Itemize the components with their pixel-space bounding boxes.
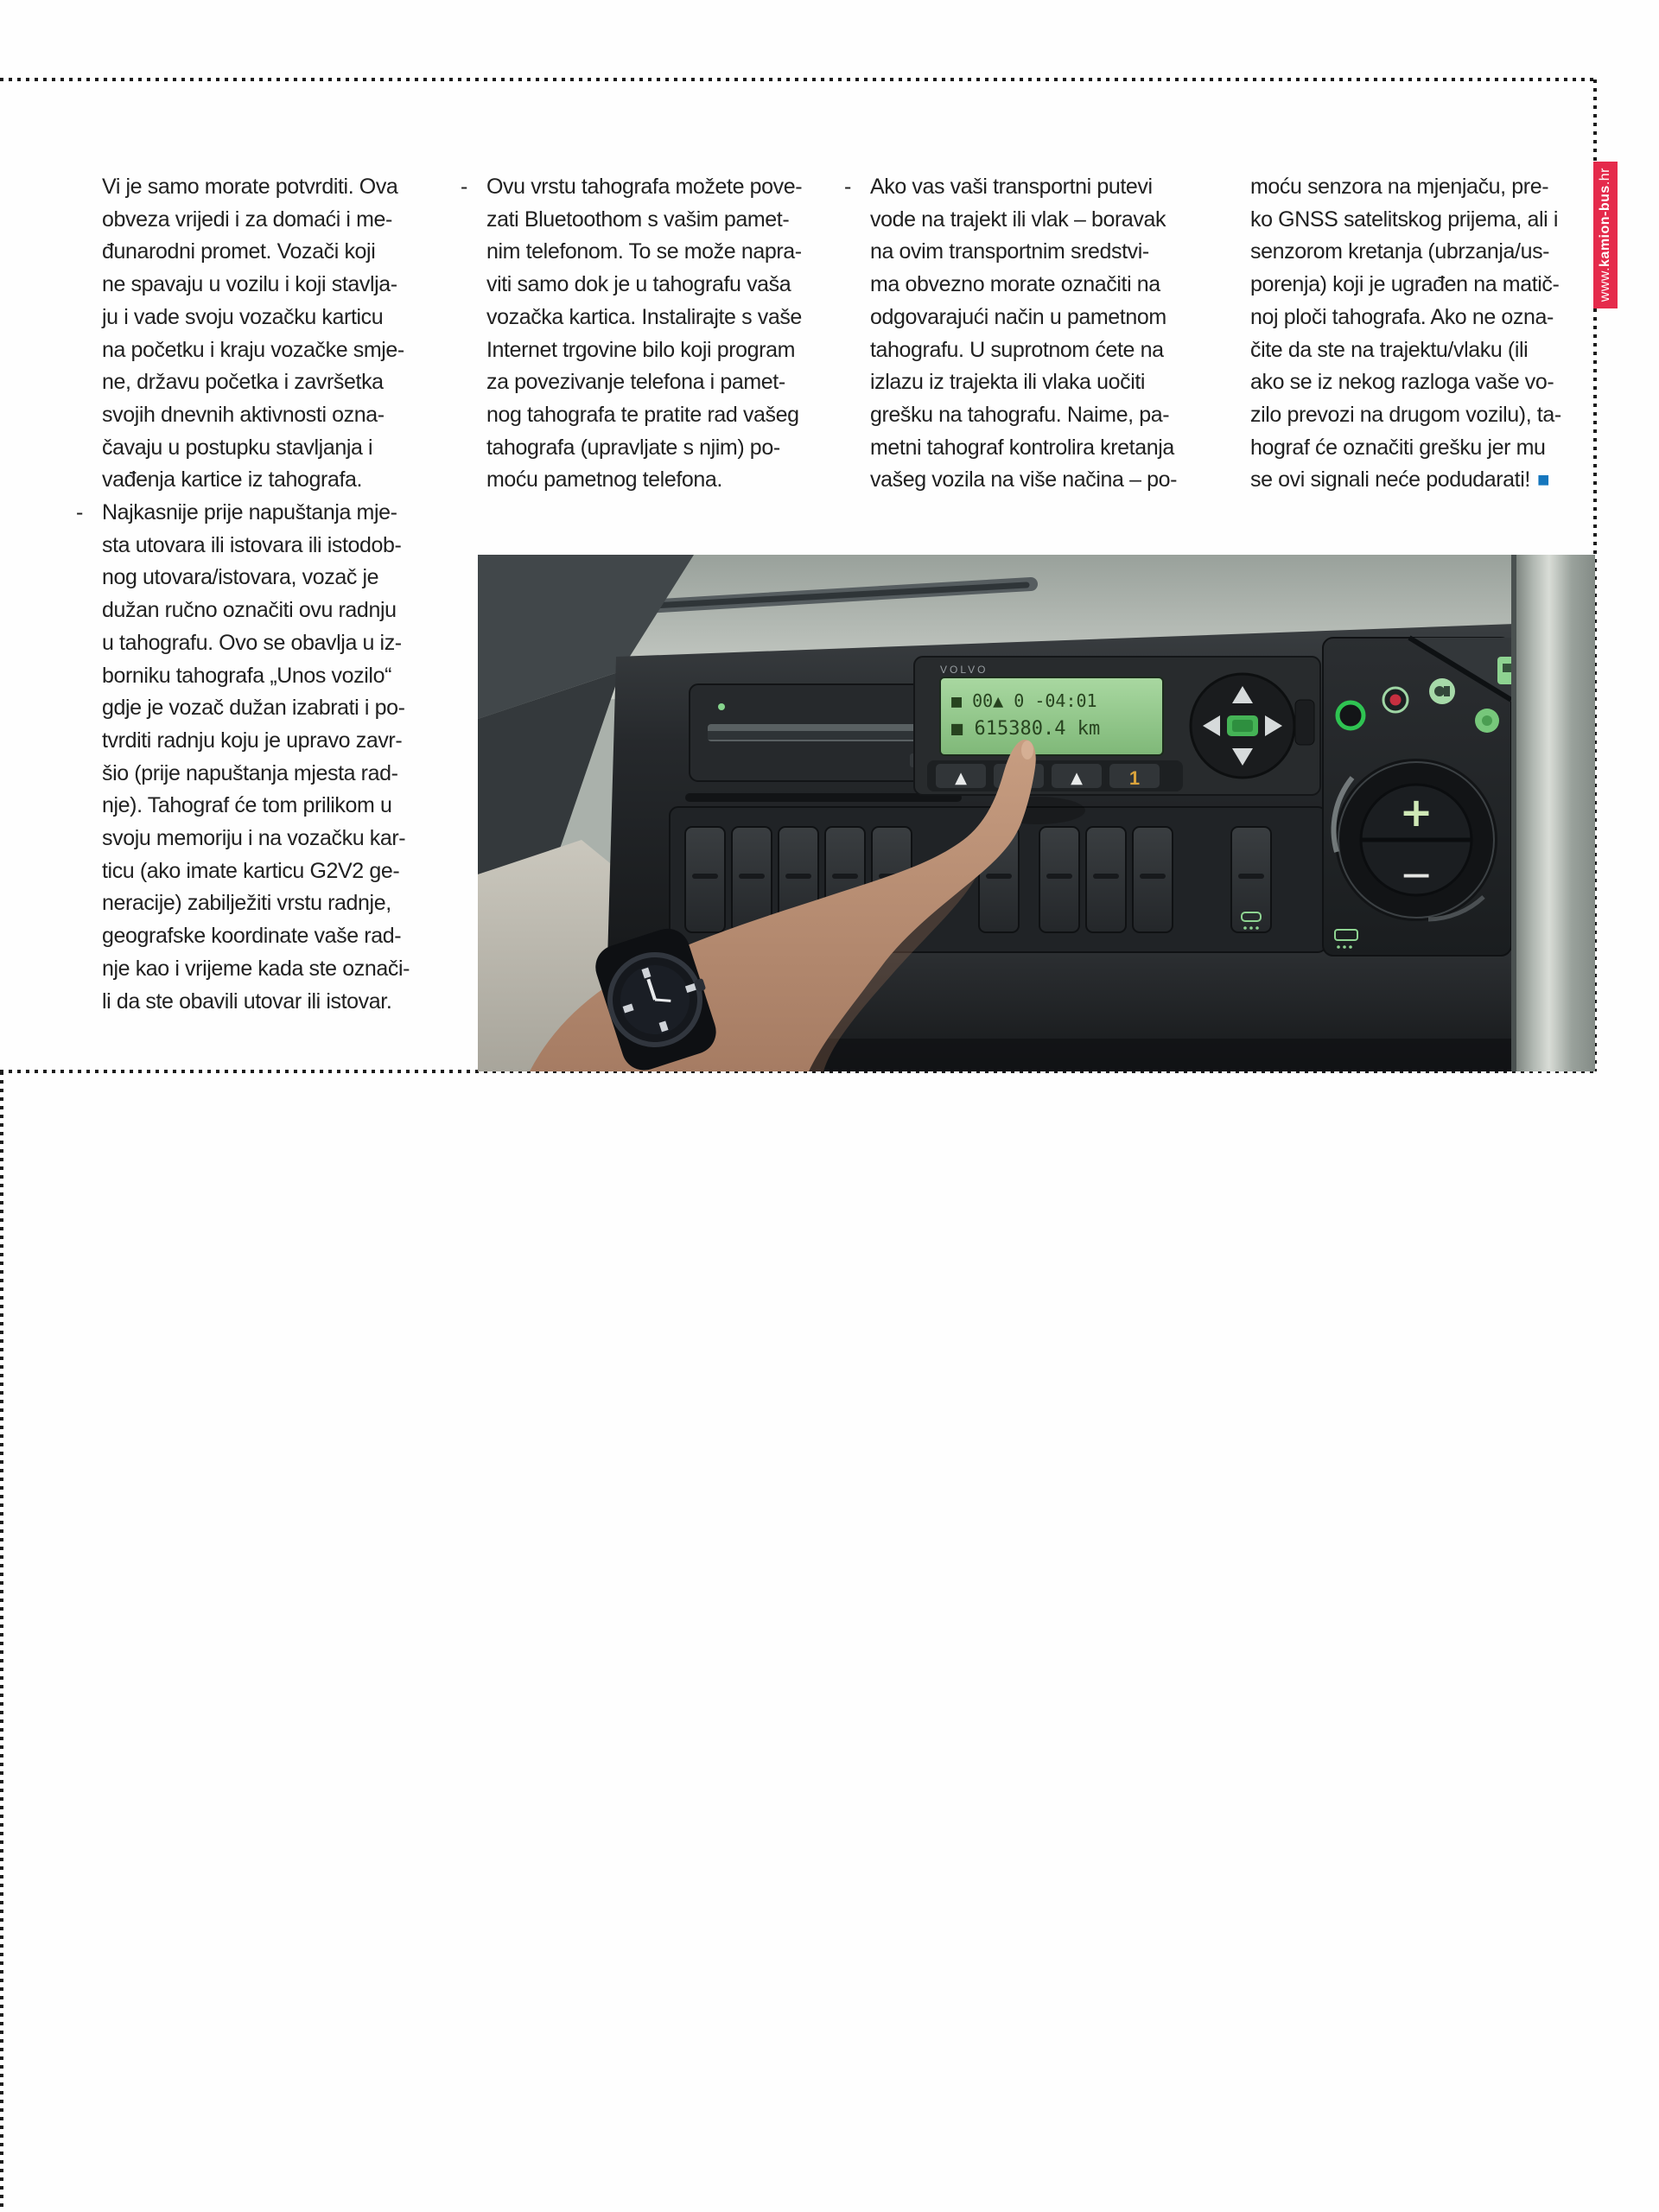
tachograph [914, 657, 1320, 795]
text-line: nog tahografa te pratite rad vašeg [486, 402, 799, 427]
text-line: moću pametnog telefona. [486, 467, 722, 493]
text-line: nje kao i vrijeme kada ste označi- [102, 956, 410, 981]
paragraph [76, 497, 448, 1018]
text-line: vađenja kartice iz tahografa. [102, 467, 363, 493]
text-line: tvrditi radnju koju je upravo zavr- [102, 728, 403, 753]
text-line: u tahografu. Ovo se obavlja u iz- [102, 630, 402, 655]
up-arrow-icon: ▲ [955, 769, 967, 787]
text-line: tahografu. U suprotnom ćete na [870, 337, 1164, 362]
text-line: čavaju u postupku stavljanja i [102, 435, 373, 460]
text-line: Ako vas vaši transportni putevi [870, 175, 1153, 199]
article-end-marker: ■ [1536, 468, 1550, 493]
volume-knob [1334, 759, 1497, 921]
text-line: za povezivanje telefona i pamet- [486, 370, 785, 395]
text-line: porenja) koji je ugrađen na matič- [1250, 272, 1560, 297]
dpad [1191, 674, 1294, 778]
text-line: svoju memoriju i na vozačku kar- [102, 826, 406, 851]
text-line: nje). Tahograf će tom prilikom u [102, 793, 392, 818]
paragraph [461, 171, 832, 497]
text-line: Najkasnije prije napuštanja mje- [102, 500, 397, 525]
power-led [718, 703, 725, 710]
text-line: ako se iz nekog razloga vaše vo- [1250, 370, 1554, 395]
text-line: svojih dnevnih aktivnosti ozna- [102, 402, 385, 427]
text-line: ne spavaju u vozilu i koji stavlja- [102, 272, 397, 297]
text-line: nim telefonom. To se može napra- [486, 239, 802, 264]
volume-plus-label: + [1399, 789, 1433, 836]
rocker-switch [1086, 827, 1126, 932]
tachograph-display [940, 677, 1163, 755]
rocker-switch [685, 827, 725, 932]
text-line: odgovarajući način u pametnom [870, 304, 1166, 329]
website-tab [1593, 162, 1618, 308]
driver-1-label: 1 [1128, 767, 1141, 789]
text-line: viti samo dok je u tahografu vaša [486, 272, 791, 297]
display-line-2: ■ 615380.4 km [951, 718, 1101, 740]
text-column-4 [1250, 171, 1596, 497]
text-line: senzorom kretanja (ubrzanja/us- [1250, 239, 1550, 264]
rocker-switch [1231, 827, 1271, 932]
text-line: vašeg vozila na više načina – po- [870, 467, 1178, 493]
text-line: neracije) zabilježiti vrstu radnje, [102, 891, 391, 916]
text-line: geografske koordinate vaše rad- [102, 924, 402, 949]
text-line: čite da ste na trajektu/vlaku (ili [1250, 337, 1529, 362]
dotted-line-left [0, 1071, 3, 2212]
text-line: izlazu iz trajekta ili vlaka uočiti [870, 370, 1146, 395]
bullet-dash: - [844, 175, 852, 199]
power-ring-button [1338, 702, 1363, 728]
text-column-2 [461, 171, 832, 497]
dotted-line-right-upper [1593, 79, 1597, 162]
text-line: Internet trgovine bilo koji program [486, 337, 796, 362]
text-line: šio (prije napuštanja mjesta rad- [102, 760, 398, 785]
paragraph [844, 171, 1216, 497]
website-tab-label: www.kamion-bus.hr [1598, 168, 1612, 302]
text-line: gdje je vozač dužan izabrati i po- [102, 696, 405, 721]
rocker-switch [1133, 827, 1173, 932]
fingernail [1021, 741, 1033, 760]
text-line: borniku tahografa „Unos vozilo“ [102, 663, 392, 688]
brand-label: VOLVO [940, 664, 988, 676]
rocker-switch [732, 827, 772, 932]
text-line: nog utovara/istovara, vozač je [102, 565, 379, 590]
rocker-switch [1039, 827, 1079, 932]
paragraph [102, 171, 448, 497]
text-line: li da ste obavili utovar ili istovar. [102, 988, 392, 1014]
text-line: grešku na tahografu. Naime, pa- [870, 402, 1170, 427]
text-line: dužan ručno označiti ovu radnju [102, 598, 397, 623]
bullet-dash: - [76, 500, 84, 525]
text-line: zilo prevozi na drugom vozilu), ta- [1250, 402, 1561, 427]
text-line: ne, državu početka i završetka [102, 370, 384, 395]
text-line: ko GNSS satelitskog prijema, ali i [1250, 207, 1558, 232]
foglight-button [1475, 709, 1499, 733]
right-pillar [1511, 555, 1595, 1071]
dashboard-photo [478, 555, 1595, 1071]
text-line: ju i vade svoju vozačku karticu [102, 304, 384, 329]
text-line: đunarodni promet. Vozači koji [102, 239, 376, 264]
dotted-line-top [0, 78, 1597, 81]
up-arrow-icon: ▲ [1071, 769, 1083, 787]
text-line: moću senzora na mjenjaču, pre- [1250, 175, 1549, 199]
text-line: noj ploči tahografa. Ako ne ozna- [1250, 304, 1554, 329]
text-column-1 [76, 171, 448, 1018]
text-line: ma obvezno morate označiti na [870, 272, 1160, 297]
paragraph [1250, 171, 1596, 497]
text-line: vode na trajekt ili vlak – boravak [870, 207, 1166, 232]
bullet-dash: - [461, 175, 468, 199]
text-line: zati Bluetoothom s vašim pamet- [486, 207, 790, 232]
driver-buttons [927, 760, 1183, 791]
text-line: hograf će označiti grešku jer mu [1250, 435, 1546, 460]
text-column-3 [844, 171, 1216, 497]
control-panel [1323, 638, 1518, 956]
text-line: na ovim transportnim sredstvi- [870, 239, 1149, 264]
headlight-button [1429, 678, 1455, 704]
text-line: obveza vrijedi i za domaći i me- [102, 207, 392, 232]
text-line: Ovu vrstu tahografa možete pove- [486, 175, 803, 199]
text-line: sta utovara ili istovara ili istodob- [102, 532, 402, 557]
volume-minus-label: − [1399, 851, 1433, 898]
text-line: ticu (ako imate karticu G2V2 ge- [102, 858, 400, 883]
text-line: Vi je samo morate potvrditi. Ova [102, 175, 398, 199]
text-line: vozačka kartica. Instalirajte s vaše [486, 304, 802, 329]
side-button [1295, 700, 1314, 745]
display-line-1: ■ 00▲ 0 -04:01 [951, 690, 1097, 711]
text-line: se ovi signali neće podudarati! ■ [1250, 467, 1550, 493]
red-indicator-button [1383, 688, 1408, 712]
text-line: na početku i kraju vozačke smje- [102, 337, 404, 362]
text-line: metni tahograf kontrolira kretanja [870, 435, 1174, 460]
text-line: tahografa (upravljate s njim) po- [486, 435, 780, 460]
